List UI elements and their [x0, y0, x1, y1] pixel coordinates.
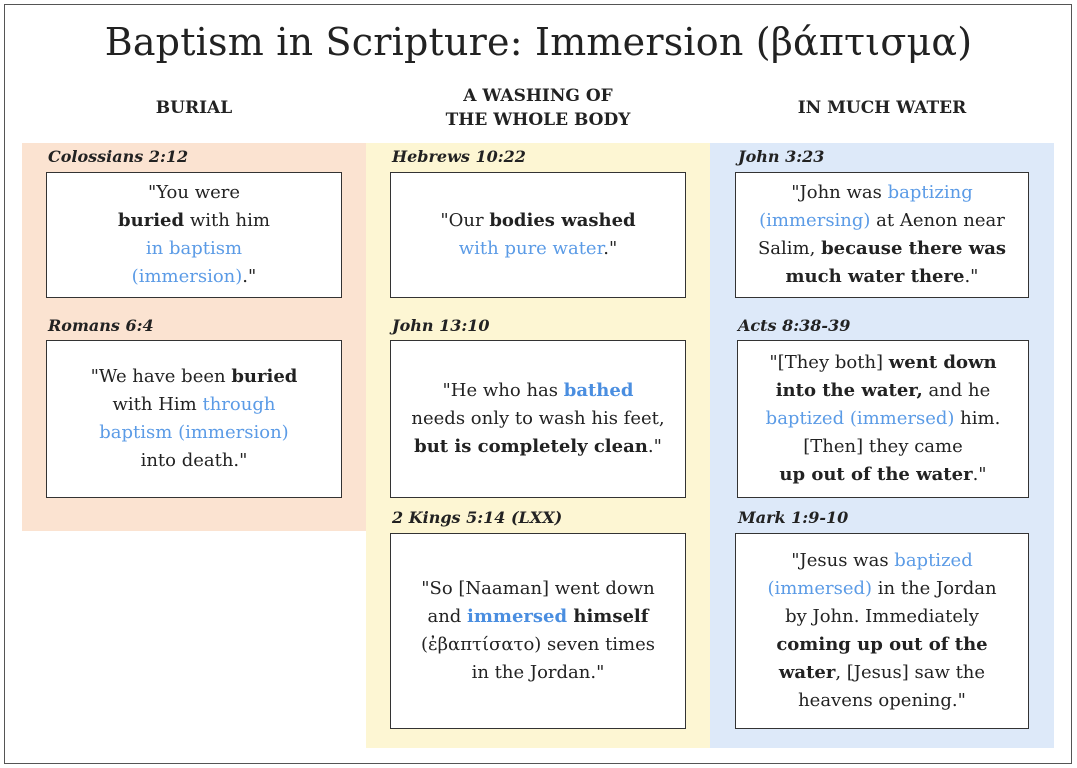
verse-card-john-13-10: "He who has bathed needs only to wash his feet, but is completely clean." [390, 340, 686, 498]
page-title: Baptism in Scripture: Immersion (βάπτισμα) [104, 20, 973, 64]
verse-ref-mark-1-9: Mark 1:9-10 [738, 508, 849, 527]
verse-card-romans-6-4: "We have been buried with Him through baptism (immersion) into death." [46, 340, 342, 498]
verse-ref-hebrews-10-22: Hebrews 10:22 [392, 147, 526, 166]
verse-ref-john-3-23: John 3:23 [738, 147, 825, 166]
column-heading-burial: BURIAL [155, 98, 233, 118]
column-heading-washing-line1: A WASHING OF [463, 86, 613, 106]
verse-ref-acts-8-38: Acts 8:38-39 [738, 316, 851, 335]
verse-card-mark-1-9: "Jesus was baptized (immersed) in the Jordan by John. Immediately coming up out of the water, [Jesus] saw the heavens opening." [735, 533, 1029, 729]
verse-ref-john-13-10: John 13:10 [392, 316, 490, 335]
column-heading-washing-line2: THE WHOLE BODY [445, 110, 631, 130]
verse-card-john-3-23: "John was baptizing (immersing) at Aenon near Salim, because there was much water there." [735, 172, 1029, 298]
verse-ref-romans-6-4: Romans 6:4 [48, 316, 154, 335]
verse-ref-2-kings-5-14: 2 Kings 5:14 (LXX) [392, 508, 563, 527]
verse-card-2-kings-5-14: "So [Naaman] went down and immersed himself (ἐβαπτίσατο) seven times in the Jordan." [390, 533, 686, 729]
verse-card-hebrews-10-22: "Our bodies washed with pure water." [390, 172, 686, 298]
column-heading-washing [366, 84, 710, 132]
verse-card-colossians-2-12: "You were buried with him in baptism (immersion)." [46, 172, 342, 298]
verse-ref-colossians-2-12: Colossians 2:12 [48, 147, 189, 166]
column-heading-water: IN MUCH WATER [797, 98, 967, 118]
verse-card-acts-8-38: "[They both] went down into the water, and he baptized (immersed) him. [Then] they came up out of the water." [737, 340, 1029, 498]
